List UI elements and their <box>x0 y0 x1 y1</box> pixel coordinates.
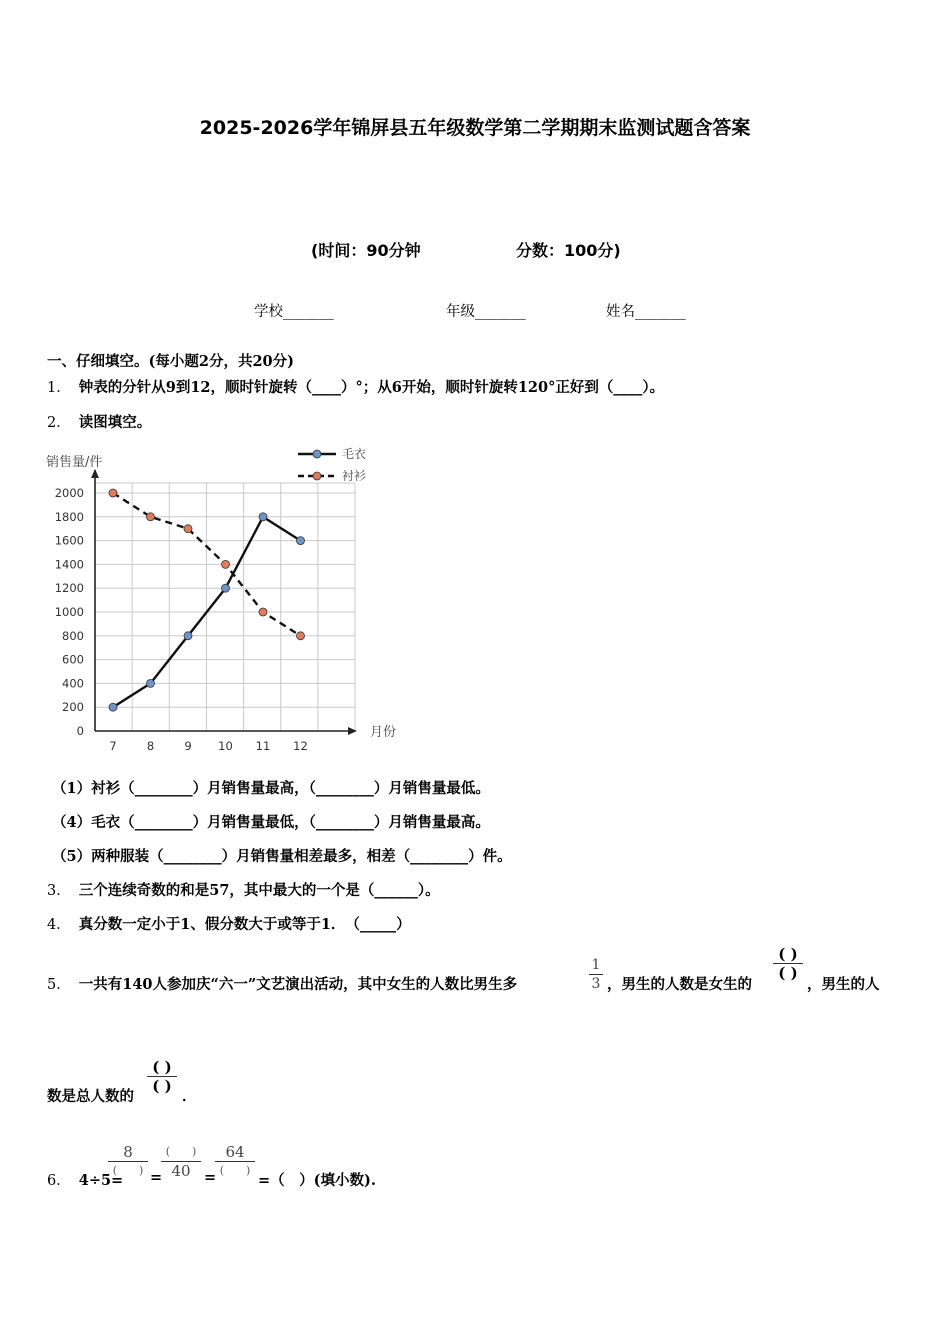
question-number: 6． <box>47 1173 71 1189</box>
question-2-part-1: （1）衬衫（________）月销售量最高，（________）月销售量最低。 <box>52 780 490 797</box>
x-tick-label: 10 <box>218 739 233 753</box>
question-text: 钟表的分针从9到12，顺时针旋转（____）°；从6开始，顺时针旋转120°正好到（____）。 <box>78 379 665 396</box>
data-point <box>222 584 230 592</box>
legend-label: 毛衣 <box>342 447 367 461</box>
question-5-line-1 <box>47 973 517 994</box>
x-tick-label: 7 <box>109 739 117 753</box>
fraction-numerator: ( ) <box>165 1145 197 1158</box>
data-point <box>259 513 267 521</box>
fraction-denominator: ( ) <box>219 1164 251 1177</box>
question-6-tail: =（ ）(填小数). <box>258 1172 376 1189</box>
question-number: 5． <box>47 977 71 993</box>
legend-label: 衬衫 <box>342 469 367 483</box>
y-tick-label: 1600 <box>54 533 84 548</box>
data-point <box>147 513 155 521</box>
y-tick-label: 800 <box>62 628 84 643</box>
x-tick-labels <box>109 739 307 753</box>
name-field[interactable]: 姓名_______ <box>606 304 686 320</box>
fraction-one-third <box>589 956 603 993</box>
data-point <box>184 525 192 533</box>
fraction-numerator: ( ) <box>778 945 798 963</box>
question-2-part-5: （5）两种服装（________）月销售量相差最多，相差（________）件。 <box>52 848 512 865</box>
equivalent-fraction-3[interactable] <box>215 1143 255 1180</box>
equivalent-fraction-2[interactable] <box>161 1143 201 1180</box>
y-tick-labels <box>55 486 84 738</box>
school-field[interactable]: 学校_______ <box>254 304 334 320</box>
fraction-denominator: 3 <box>591 976 601 992</box>
question-lead: 4÷5= <box>78 1172 124 1189</box>
data-point <box>147 679 155 687</box>
equivalent-fraction-1[interactable] <box>108 1143 148 1180</box>
fraction-numerator: 64 <box>225 1143 245 1161</box>
section-heading: 一、仔细填空。(每小题2分，共20分) <box>47 353 294 370</box>
fraction-numerator: ( ) <box>152 1058 172 1076</box>
answer-fraction-1[interactable] <box>773 945 803 982</box>
equals-sign: = <box>150 1169 163 1186</box>
question-3 <box>47 879 440 900</box>
x-axis-label: 月份 <box>370 725 397 740</box>
y-tick-label: 600 <box>62 652 84 667</box>
fraction-numerator: 1 <box>591 957 601 973</box>
x-axis-arrow <box>348 727 357 735</box>
y-tick-label: 400 <box>62 676 84 691</box>
x-tick-label: 9 <box>184 739 192 753</box>
question-5-text-b: ，男生的人数是女生的 <box>607 976 752 993</box>
question-5-line-2: 数是总人数的 <box>47 1088 134 1105</box>
question-text: 真分数一定小于1、假分数大于或等于1． （_____） <box>78 916 411 933</box>
chart-legend <box>298 447 366 483</box>
y-tick-label: 2000 <box>54 486 84 500</box>
data-point <box>184 632 192 640</box>
page-title: 2025-2026学年锦屏县五年级数学第二学期期末监测试题含答案 <box>199 117 751 139</box>
y-axis-arrow <box>91 469 99 478</box>
fraction-denominator: ( ) <box>778 964 798 982</box>
data-point <box>222 560 230 568</box>
question-2 <box>47 411 151 432</box>
question-number: 3． <box>47 883 71 899</box>
question-1 <box>47 376 664 397</box>
question-text: 一共有140人参加庆“六一”文艺演出活动，其中女生的人数比男生多 <box>78 976 518 993</box>
y-tick-label: 1800 <box>54 509 84 524</box>
y-tick-label: 0 <box>76 724 84 738</box>
exam-score: 分数：100分) <box>516 241 621 260</box>
y-tick-label: 1200 <box>54 581 84 596</box>
question-4 <box>47 913 411 934</box>
equals-sign: = <box>204 1169 217 1186</box>
legend-marker <box>313 450 321 458</box>
x-tick-label: 8 <box>146 739 155 753</box>
question-5-text-c: ，男生的人 <box>807 976 880 993</box>
answer-fraction-2[interactable] <box>147 1058 177 1095</box>
exam-time: (时间：90分钟 <box>311 241 421 260</box>
question-number: 1． <box>47 380 71 396</box>
grade-field[interactable]: 年级_______ <box>446 304 526 320</box>
y-tick-label: 200 <box>62 700 84 715</box>
data-point <box>297 537 305 545</box>
question-number: 4． <box>47 917 71 933</box>
legend-marker <box>313 472 321 480</box>
fraction-denominator: ( ) <box>112 1164 144 1177</box>
question-number: 2． <box>47 415 71 431</box>
question-5-end: ． <box>182 1088 197 1105</box>
fraction-numerator: 8 <box>123 1143 133 1161</box>
x-tick-label: 11 <box>255 739 271 753</box>
fraction-denominator: 40 <box>171 1162 191 1180</box>
data-point <box>109 703 117 711</box>
data-point <box>259 608 267 616</box>
data-point <box>297 632 305 640</box>
fraction-denominator: ( ) <box>152 1077 172 1095</box>
y-axis-label: 销售量/件 <box>46 455 103 470</box>
question-text: 三个连续奇数的和是57，其中最大的一个是（______）。 <box>78 882 440 899</box>
sales-line-chart <box>40 440 410 760</box>
data-point <box>109 489 117 497</box>
y-tick-label: 1400 <box>54 557 84 572</box>
question-2-part-4: （4）毛衣（________）月销售量最低，（________）月销售量最高。 <box>52 814 490 831</box>
y-tick-label: 1000 <box>54 605 84 619</box>
question-text: 读图填空。 <box>78 414 152 431</box>
x-tick-label: 12 <box>293 739 308 753</box>
